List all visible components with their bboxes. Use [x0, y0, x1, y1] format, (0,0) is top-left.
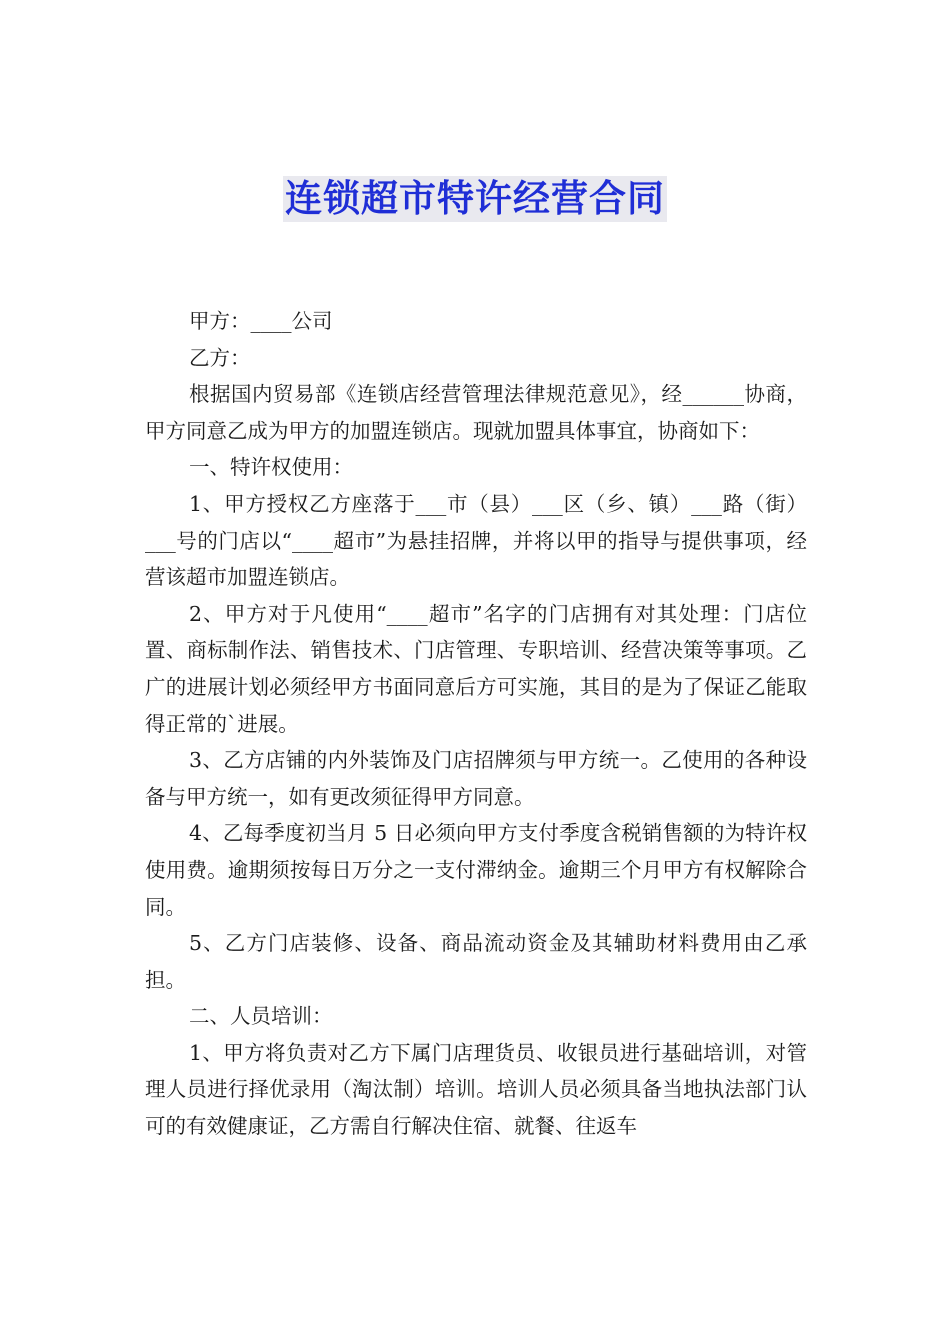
clause-1-4: 4、乙每季度初当月 5 日必须向甲方支付季度含税销售额的为特许权使用费。逾期须按每日万分之一支付滞纳金。逾期三个月甲方有权解除合同。	[145, 821, 807, 919]
clause-1-3: 3、乙方店铺的内外装饰及门店招牌须与甲方统一。乙使用的各种设备与甲方统一，如有更改须征得甲方同意。	[145, 748, 807, 809]
clause-1-1: 1、甲方授权乙方座落于___市（县）___区（乡、镇）___路（街）___号的门店以“____超市”为悬挂招牌，并将以甲的指导与提供事项，经营该超市加盟连锁店。	[145, 491, 807, 590]
clause-1-2: 2、甲方对于凡使用“____超市”名字的门店拥有对其处理：门店位置、商标制作法、销售技术、门店管理、专职培训、经营决策等事项。乙广的进展计划必须经甲方书面同意后方可实施，其目的是为了保证乙能取得正常的`进展。	[145, 601, 807, 736]
party-a-line: 甲方：____公司	[189, 309, 333, 333]
party-b-line: 乙方：	[189, 345, 251, 370]
section-heading-training: 二、人员培训：	[189, 1004, 333, 1029]
title-container	[0, 176, 950, 222]
clause-2-1: 1、甲方将负责对乙方下属门店理货员、收银员进行基础培训，对管理人员进行择优录用（淘汰制）培训。培训人员必须具备当地执法部门认可的有效健康证，乙方需自行解决住宿、就餐、往返车	[145, 1040, 807, 1139]
document-title: 连锁超市特许经营合同	[285, 177, 665, 220]
clause-1-5: 5、乙方门店装修、设备、商品流动资金及其辅助材料费用由乙承担。	[145, 931, 807, 992]
section-heading-franchise-use: 一、特许权使用：	[189, 455, 353, 480]
preamble-paragraph: 根据国内贸易部《连锁店经营管理法律规范意见》，经______协商，甲方同意乙成为甲方的加盟连锁店。现就加盟具体事宜，协商如下：	[145, 382, 807, 443]
document-body	[145, 303, 807, 1145]
